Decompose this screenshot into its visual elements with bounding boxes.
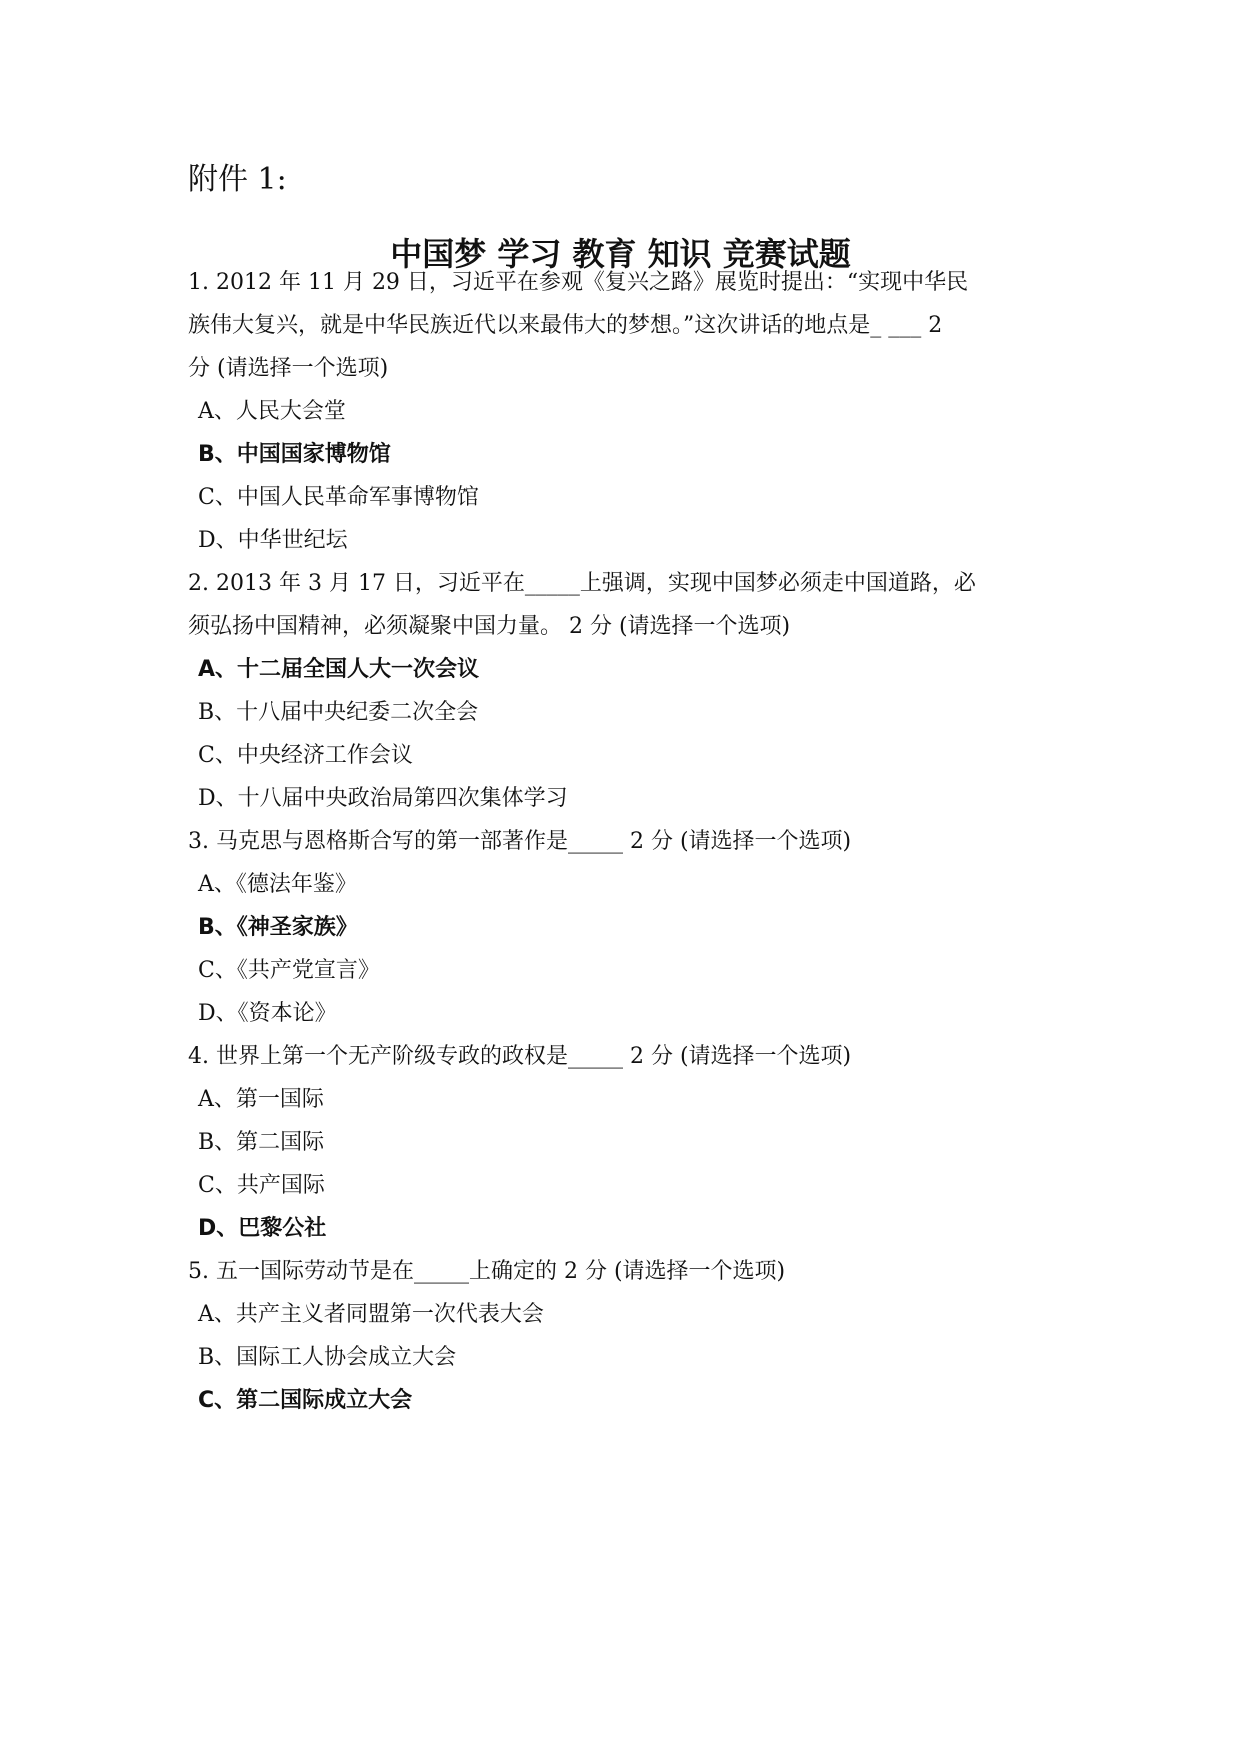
question-4-option-b: B、第二国际 bbox=[198, 1130, 325, 1155]
question-5-option-c-correct: C、第二国际成立大会 bbox=[198, 1388, 413, 1413]
question-1-option-a: A、人民大会堂 bbox=[198, 399, 346, 424]
attachment-label: 附件 1: bbox=[188, 162, 287, 197]
question-3-stem-line-1: 3. 马克思与恩格斯合写的第一部著作是_____ 2 分 (请选择一个选项) bbox=[188, 829, 852, 854]
question-2-stem-line-1: 2. 2013 年 3 月 17 日，习近平在_____上强调，实现中国梦必须走中国道路，必 bbox=[188, 571, 976, 596]
question-1-stem-line-2: 族伟大复兴，就是中华民族近代以来最伟大的梦想。”这次讲话的地点是_ ___ 2 bbox=[188, 313, 943, 338]
question-4-stem-line-1: 4. 世界上第一个无产阶级专政的政权是_____ 2 分 (请选择一个选项) bbox=[188, 1044, 852, 1069]
question-2-option-c: C、中央经济工作会议 bbox=[198, 743, 413, 768]
page-title: 中国梦 学习 教育 知识 竞赛试题 bbox=[390, 235, 851, 273]
question-1-option-c: C、中国人民革命军事博物馆 bbox=[198, 485, 479, 510]
question-4-option-c: C、共产国际 bbox=[198, 1173, 325, 1198]
question-3-option-b-correct: B、《神圣家族》 bbox=[198, 915, 358, 940]
question-4-option-d-correct: D、巴黎公社 bbox=[198, 1216, 327, 1241]
question-2-option-b: B、十八届中央纪委二次全会 bbox=[198, 700, 479, 725]
question-1-option-b-correct: B、中国国家博物馆 bbox=[198, 442, 391, 467]
question-3-option-d: D、《资本论》 bbox=[198, 1001, 337, 1026]
question-2-option-d: D、十八届中央政治局第四次集体学习 bbox=[198, 786, 568, 811]
question-2-stem-line-2: 须弘扬中国精神，必须凝聚中国力量。 2 分 (请选择一个选项) bbox=[188, 614, 791, 639]
question-3-option-c: C、《共产党宣言》 bbox=[198, 958, 380, 983]
question-5-option-a: A、共产主义者同盟第一次代表大会 bbox=[198, 1302, 544, 1327]
question-1-option-d: D、中华世纪坛 bbox=[198, 528, 348, 553]
question-5-option-b: B、国际工人协会成立大会 bbox=[198, 1345, 457, 1370]
question-2-option-a-correct: A、十二届全国人大一次会议 bbox=[198, 657, 480, 682]
question-4-option-a: A、第一国际 bbox=[198, 1087, 324, 1112]
question-3-option-a: A、《德法年鉴》 bbox=[198, 872, 357, 897]
question-1-stem-line-1: 1. 2012 年 11 月 29 日，习近平在参观《复兴之路》展览时提出：“实现中华民 bbox=[188, 270, 969, 295]
question-5-stem-line-1: 5. 五一国际劳动节是在_____上确定的 2 分 (请选择一个选项) bbox=[188, 1259, 786, 1284]
question-1-stem-line-3: 分 (请选择一个选项) bbox=[188, 356, 389, 381]
